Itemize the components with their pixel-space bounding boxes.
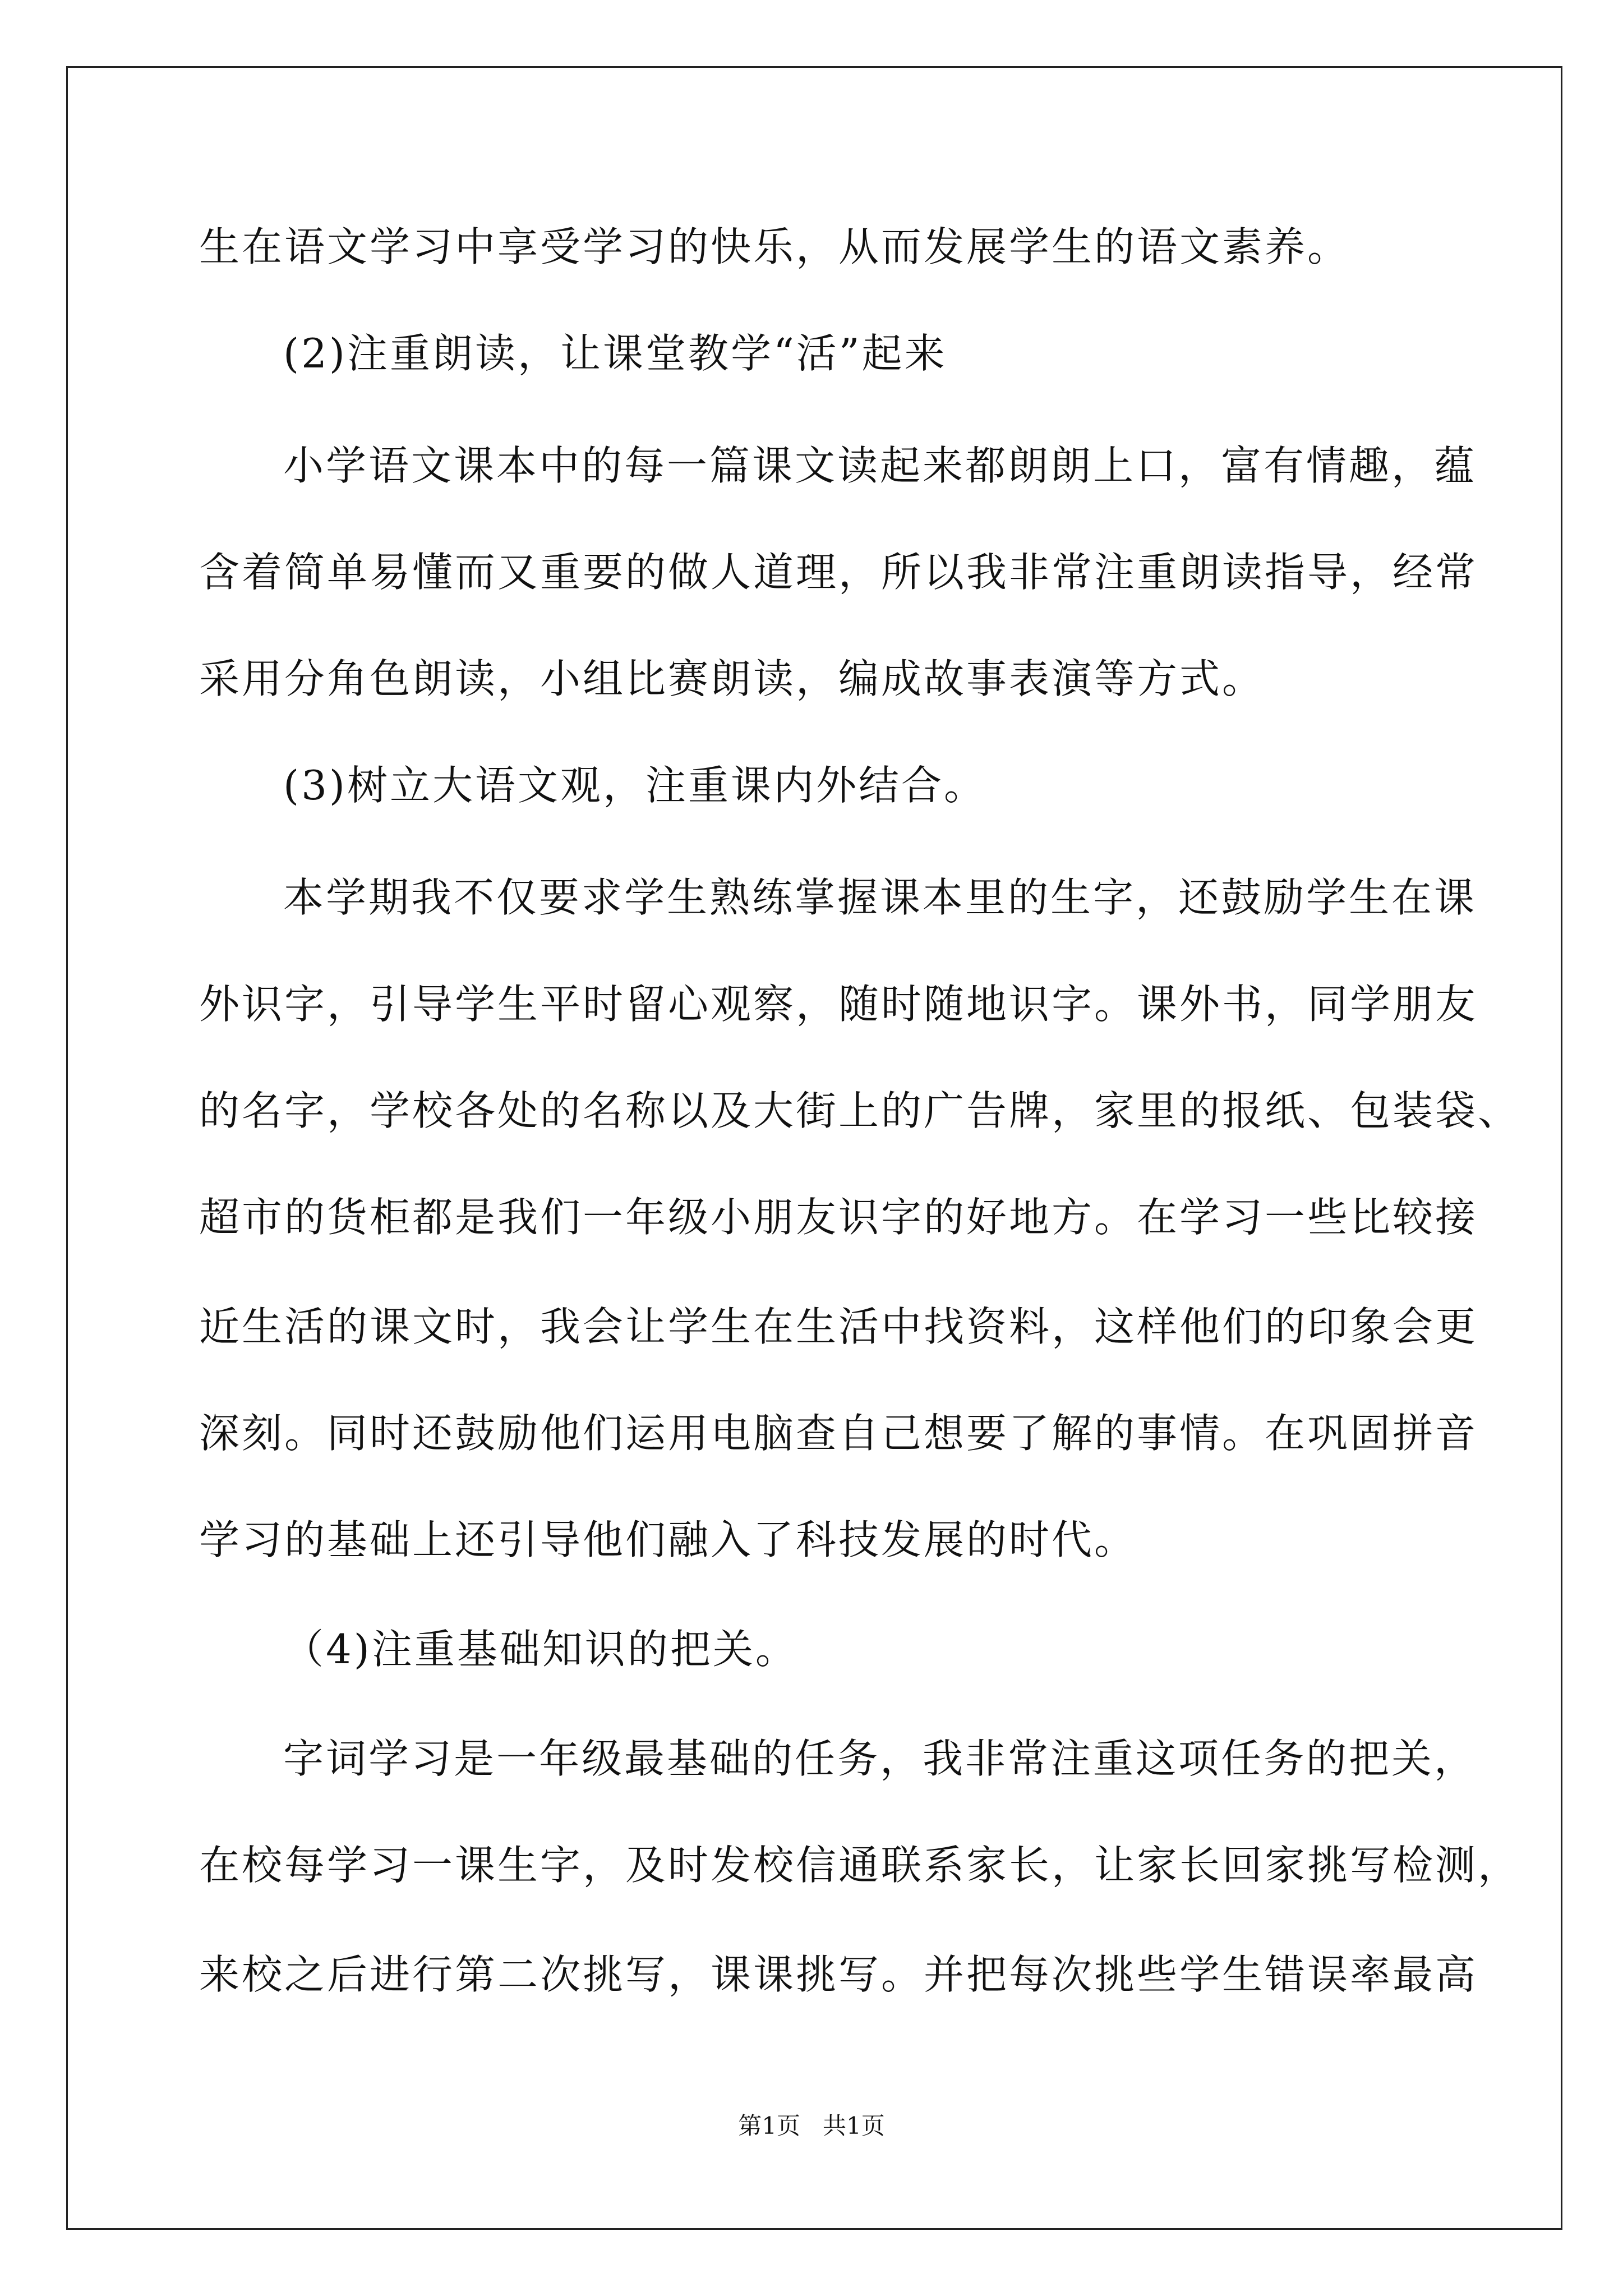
body-line-9: 的名字，学校各处的名称以及大街上的广告牌，家里的报纸、包装袋、 <box>199 1087 1521 1134</box>
body-line-4: 含着简单易懂而又重要的做人道理，所以我非常注重朗读指导，经常 <box>199 549 1478 596</box>
section-heading-2: (2)注重朗读，让课堂教学“活”起来 <box>283 330 947 377</box>
body-line-3: 小学语文课本中的每一篇课文读起来都朗朗上口，富有情趣，蕴 <box>283 442 1477 489</box>
body-line-12: 深刻。同时还鼓励他们运用电脑查自己想要了解的事情。在巩固拼音 <box>199 1410 1478 1457</box>
body-line-16: 在校每学习一课生字，及时发校信通联系家长，让家长回家挑写检测， <box>199 1842 1521 1889</box>
body-line-10: 超市的货柜都是我们一年级小朋友识字的好地方。在学习一些比较接 <box>199 1194 1478 1241</box>
body-line-15: 字词学习是一年级最基础的任务，我非常注重这项任务的把关， <box>283 1735 1477 1782</box>
page-number-footer: 第1页 共1页 <box>738 2112 885 2139</box>
page-border <box>66 66 1562 2230</box>
section-heading-3: (3)树立大语文观，注重课内外结合。 <box>283 762 986 809</box>
body-line-11: 近生活的课文时，我会让学生在生活中找资料，这样他们的印象会更 <box>199 1303 1478 1350</box>
section-heading-4: （4)注重基础知识的把关。 <box>283 1626 798 1673</box>
body-line-1: 生在语文学习中享受学习的快乐，从而发展学生的语文素养。 <box>199 223 1350 270</box>
body-line-17: 来校之后进行第二次挑写，课课挑写。并把每次挑些学生错误率最高 <box>199 1951 1478 1998</box>
body-line-5: 采用分角色朗读，小组比赛朗读，编成故事表演等方式。 <box>199 655 1265 702</box>
body-line-8: 外识字，引导学生平时留心观察，随时随地识字。课外书，同学朋友 <box>199 981 1478 1028</box>
body-line-13: 学习的基础上还引导他们融入了科技发展的时代。 <box>199 1516 1137 1563</box>
body-line-7: 本学期我不仅要求学生熟练掌握课本里的生字，还鼓励学生在课 <box>283 874 1477 921</box>
